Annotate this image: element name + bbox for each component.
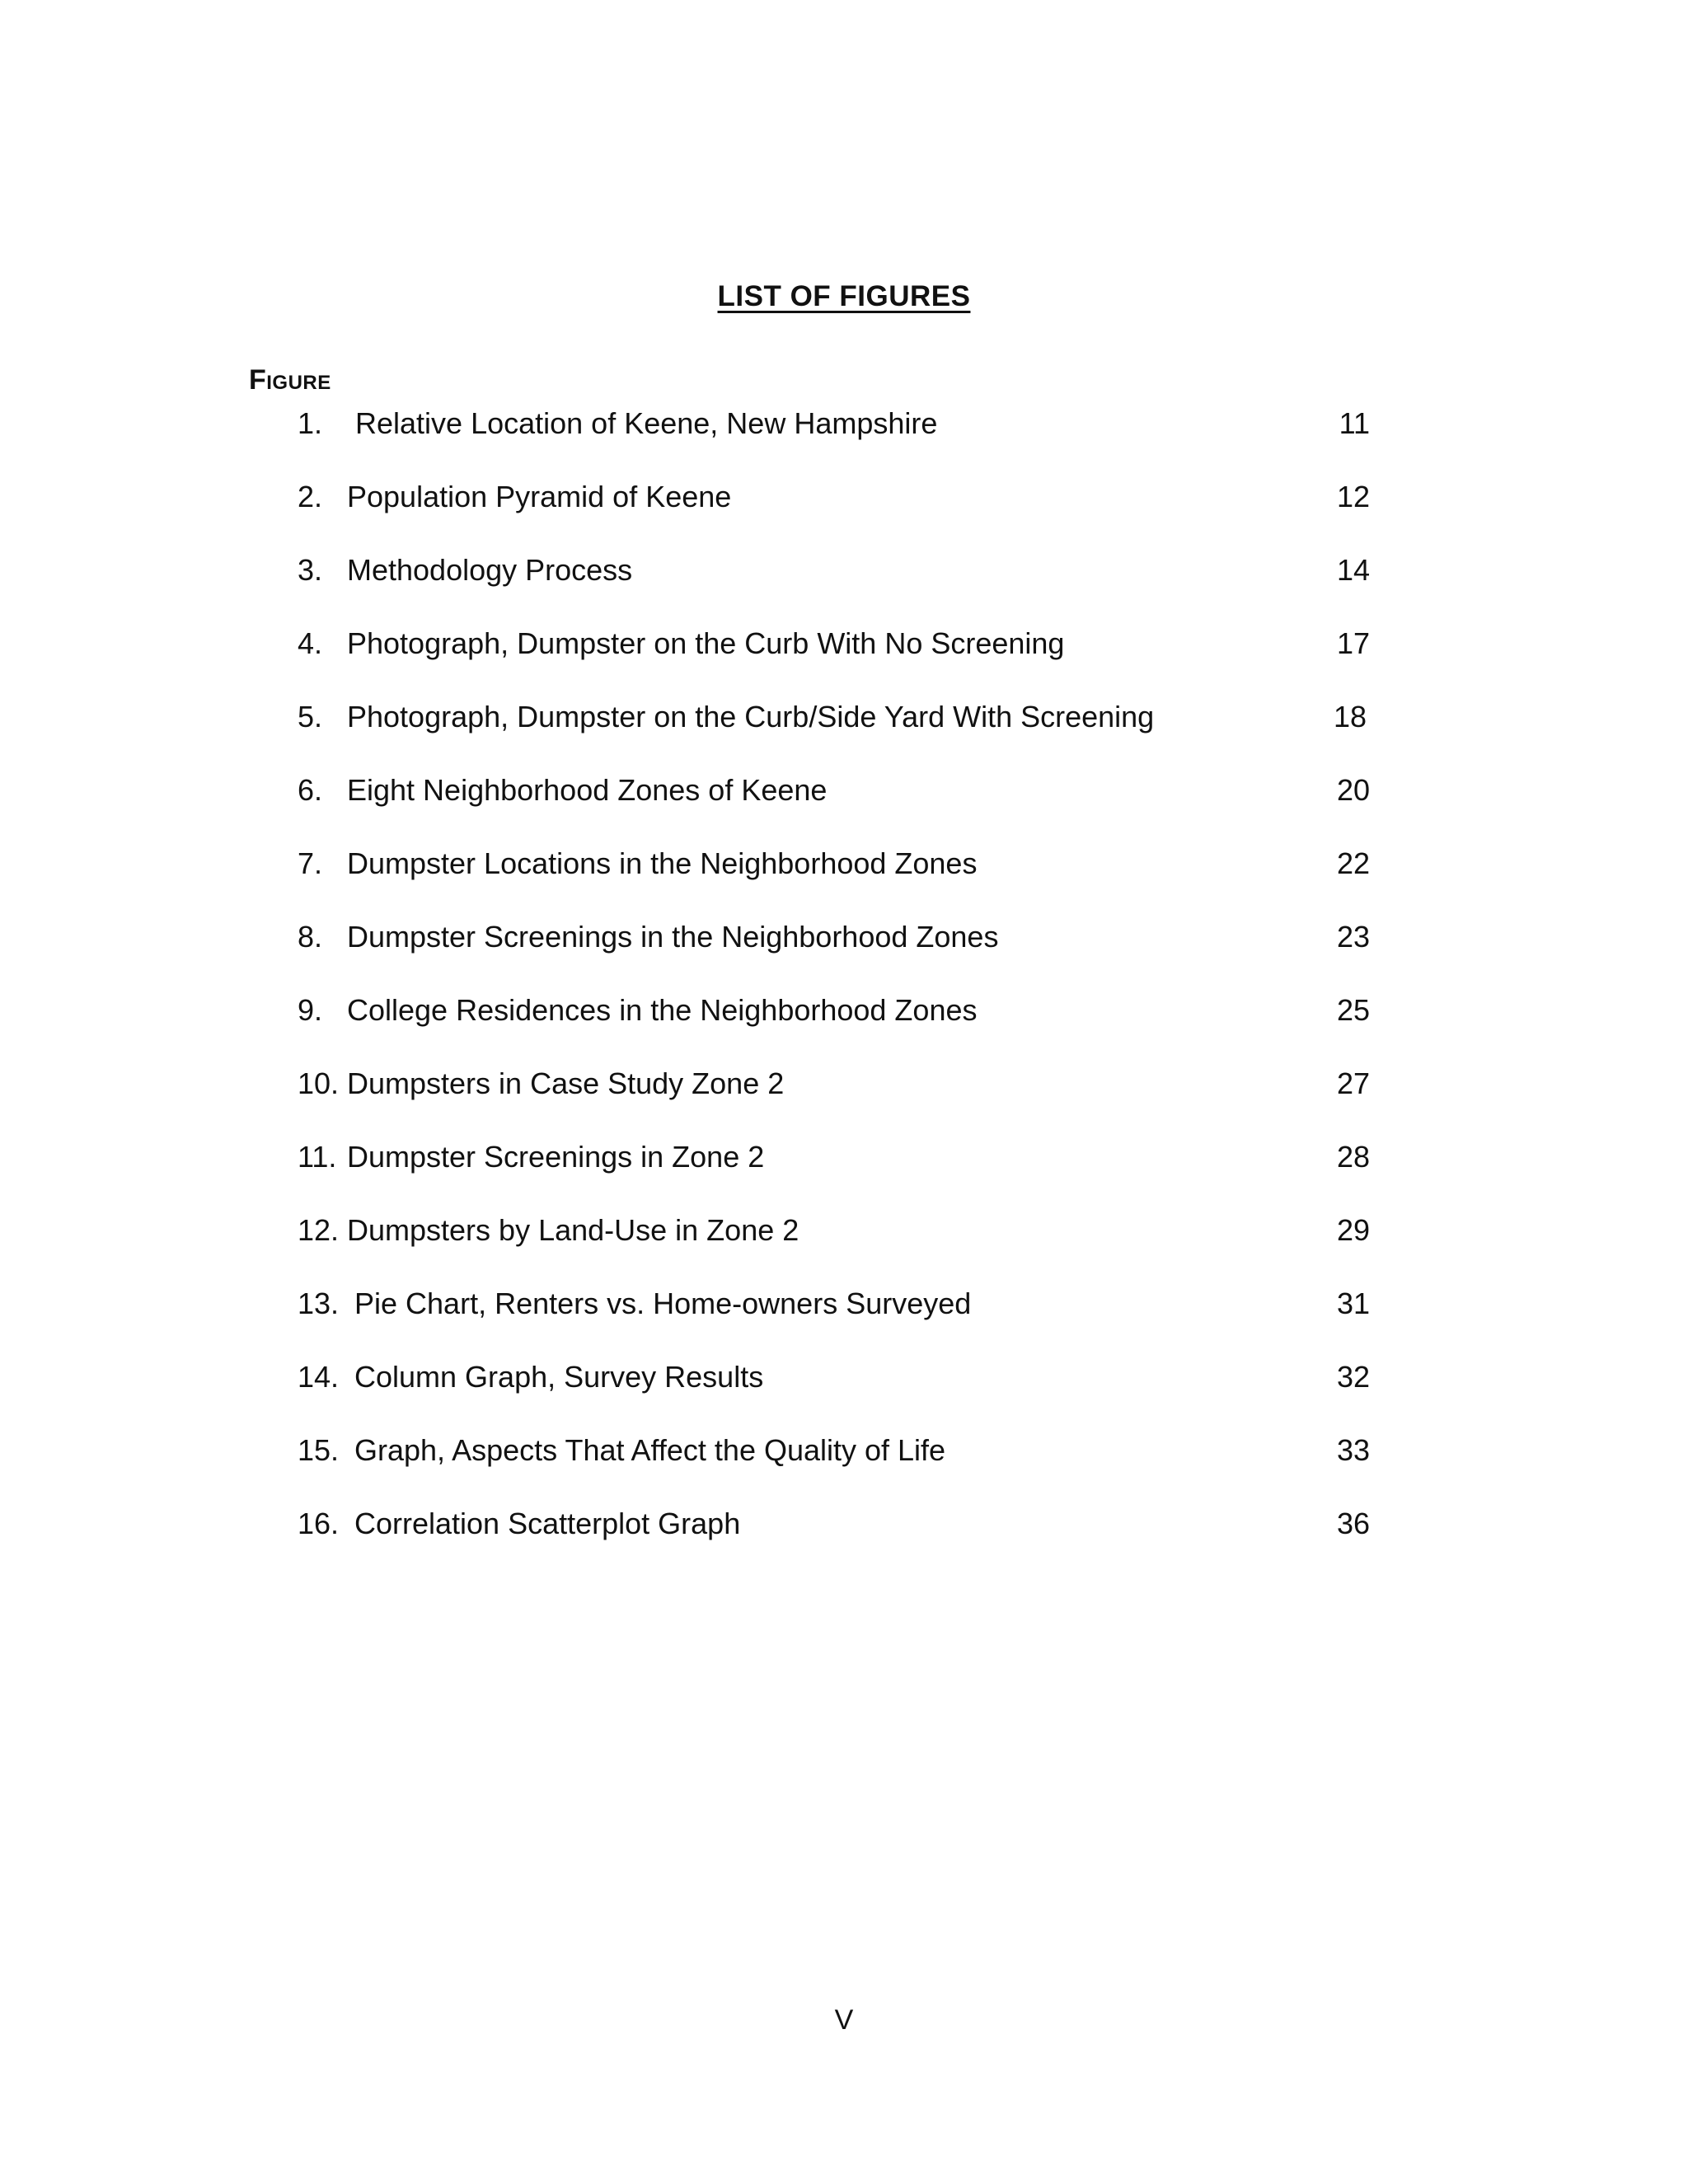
page-number-footer: V [834,2004,854,2036]
list-item [0,912,1688,962]
figure-number: 12. [298,1213,340,1247]
figure-page: 32 [1336,1360,1370,1394]
figure-number: 9. [298,993,323,1027]
figure-number: 7. [298,846,323,880]
figure-number: 2. [298,480,323,513]
list-item [0,1352,1688,1402]
list-item [0,1499,1688,1549]
figure-title: Methodology Process [347,553,633,587]
list-item [0,1279,1688,1329]
figure-number: 11. [298,1140,337,1174]
list-item [0,619,1688,668]
figure-number: 15. [298,1433,340,1467]
list-item [0,692,1688,742]
figure-page: 33 [1336,1433,1370,1467]
figure-page: 23 [1336,920,1370,954]
figure-number: 6. [298,773,323,807]
figure-title: Dumpsters by Land-Use in Zone 2 [347,1213,799,1247]
figure-page: 25 [1336,993,1370,1027]
figure-title: Photograph, Dumpster on the Curb/Side Yard With Screening [347,700,1155,733]
figure-title: Population Pyramid of Keene [347,480,732,513]
figure-number: 10. [298,1066,340,1100]
figure-title: Dumpster Screenings in the Neighborhood Zones [347,920,999,954]
figure-page: 14 [1336,553,1370,587]
figure-title: Dumpster Locations in the Neighborhood Zones [347,846,978,880]
list-item [0,1206,1688,1255]
list-item [0,839,1688,888]
figure-page: 22 [1336,846,1370,880]
figure-title: Eight Neighborhood Zones of Keene [347,773,828,807]
figure-title: Dumpster Screenings in Zone 2 [347,1140,765,1174]
figure-page: 27 [1336,1066,1370,1100]
figure-number: 13. [298,1286,340,1320]
figure-number: 1. [298,406,323,440]
figure-title: Photograph, Dumpster on the Curb With No Screening [347,626,1065,660]
figure-number: 3. [298,553,323,587]
figure-number: 16. [298,1507,340,1540]
figure-page: 20 [1336,773,1370,807]
figure-title: Column Graph, Survey Results [354,1360,764,1394]
figure-number: 4. [298,626,323,660]
figure-number: 14. [298,1360,340,1394]
list-item [0,1426,1688,1475]
page-title: LIST OF FIGURES [717,280,971,312]
figure-title: College Residences in the Neighborhood Zones [347,993,978,1027]
figure-page: 31 [1336,1286,1370,1320]
figure-page: 18 [1333,700,1367,733]
figure-number: 8. [298,920,323,954]
figure-page: 12 [1336,480,1370,513]
list-item [0,766,1688,815]
figure-page: 28 [1336,1140,1370,1174]
list-item [0,546,1688,595]
list-item [0,1059,1688,1108]
figure-title: Graph, Aspects That Affect the Quality of Life [354,1433,946,1467]
figure-page: 36 [1336,1507,1370,1540]
list-item [0,399,1688,448]
list-item [0,986,1688,1035]
figure-page: 17 [1336,626,1370,660]
figure-number: 5. [298,700,323,733]
figure-title: Dumpsters in Case Study Zone 2 [347,1066,785,1100]
column-label-figure: Figure [249,364,331,396]
figure-title: Correlation Scatterplot Graph [354,1507,741,1540]
figure-page: 29 [1336,1213,1370,1247]
list-item [0,1132,1688,1182]
figure-page: 11 [1339,406,1370,440]
figure-title: Pie Chart, Renters vs. Home-owners Surveyed [354,1286,972,1320]
figure-title: Relative Location of Keene, New Hampshire [355,406,938,440]
list-item [0,472,1688,522]
